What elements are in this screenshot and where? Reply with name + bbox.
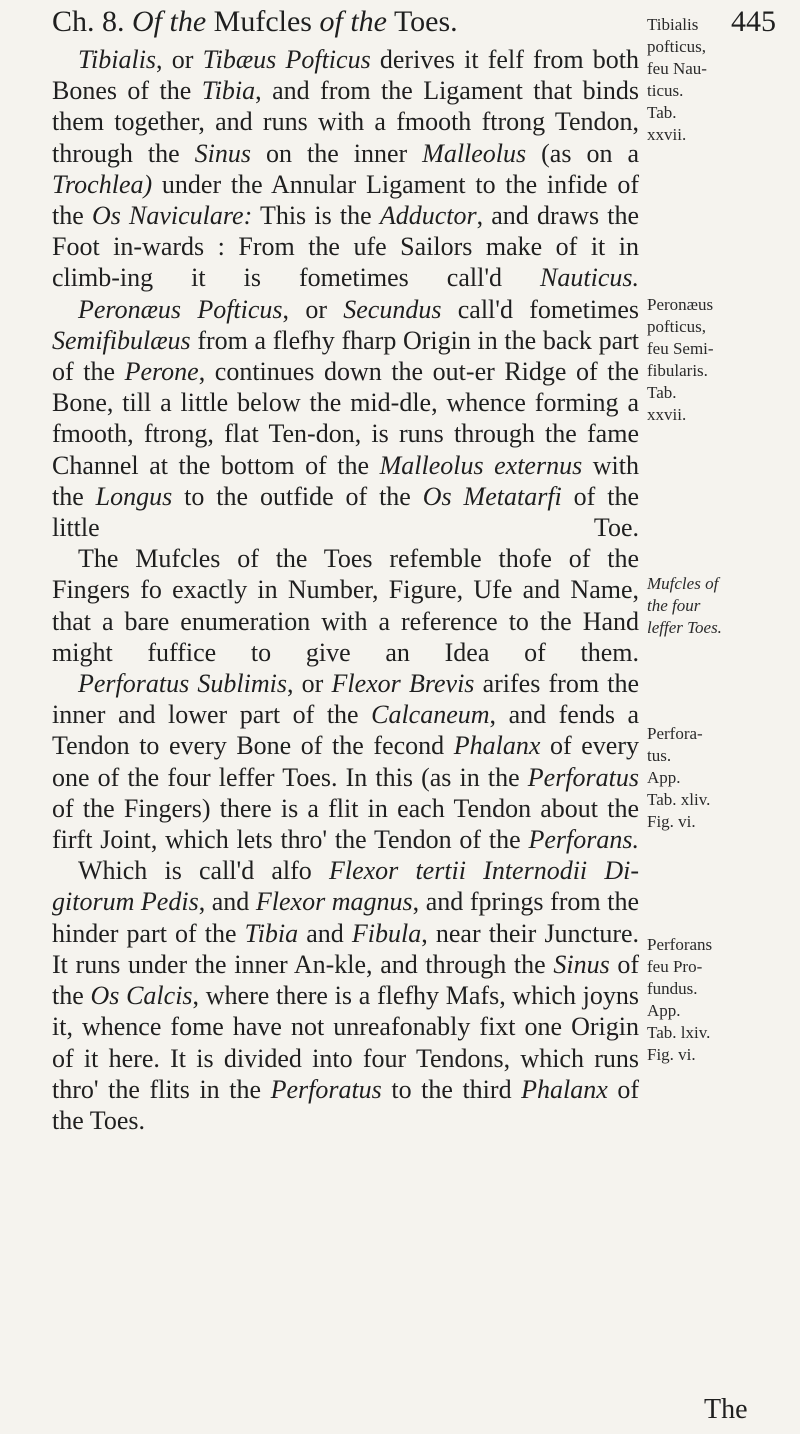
text-segment: Perforatus <box>527 762 640 792</box>
text-segment: Fingers fo exactly in Number, Figure, Ufe and <box>52 575 561 605</box>
text-segment: er Ridge of the Bone, till a little below the mid- <box>52 357 640 418</box>
text-segment: Secundus <box>343 294 442 324</box>
margin-note-line: xxvii. <box>647 125 687 144</box>
margin-note-line: ticus. <box>647 81 684 100</box>
text-segment: , and fprings <box>412 887 544 917</box>
header-title <box>52 2 458 42</box>
text-segment: and <box>298 918 352 948</box>
text-segment: of every one of the four leffer Toes. In <box>52 731 639 792</box>
text-segment: don, is runs through the fame Channel at the <box>52 419 639 480</box>
paragraph-toes-muscles <box>52 543 639 668</box>
text-segment: runs thro' the flits in the <box>52 1043 640 1104</box>
text-segment: (as on a <box>526 138 639 168</box>
text-segment: , and draws the Foot in- <box>52 201 639 262</box>
text-segment: Trochlea) <box>52 169 153 199</box>
text-segment: Fibula <box>351 918 422 948</box>
text-segment: and fends a Tendon to every Bone of the fecond <box>52 700 639 761</box>
text-segment: dle, whence forming a fmooth, ftrong, flat Ten- <box>52 388 639 449</box>
margin-note-line: Perforans <box>647 935 713 954</box>
margin-note-line: Tab. <box>647 103 677 122</box>
chapter-label: Ch. 8. <box>52 5 125 38</box>
text-segment: Phalanx <box>453 731 541 761</box>
text-segment: Perforatus <box>270 1074 382 1104</box>
text-segment: Malleolus <box>422 138 527 168</box>
text-segment: derives it felf from <box>370 45 584 74</box>
text-segment: which lets thro' the Tendon of the <box>165 825 529 855</box>
text-segment: Nauticus. <box>540 263 639 293</box>
margin-note-line: feu Semi- <box>647 339 714 358</box>
margin-note-line: leffer Toes. <box>647 618 722 637</box>
text-segment: Tibæus Pofticus <box>202 45 371 74</box>
text-segment: ing it is fometimes call'd <box>119 263 541 293</box>
margin-note-line: App. <box>647 1001 681 1020</box>
margin-note-line: Mufcles of <box>647 574 719 593</box>
text-segment: Perone <box>124 357 199 387</box>
margin-note-line: pofticus, <box>647 317 707 336</box>
margin-note-line: Fig. vi. <box>647 812 696 831</box>
text-segment: here. It is divided into four Tendons, which <box>108 1043 584 1073</box>
header-muscles: Mufcles <box>213 5 312 38</box>
margin-note-line: feu Nau- <box>647 59 707 78</box>
text-segment: The Mufcles of the Toes refemble thofe of the <box>78 544 639 574</box>
text-segment: fome have not unreafonably fixt one Origin of it <box>52 1012 639 1073</box>
text-segment: Sinus <box>553 949 610 979</box>
text-segment: both Bones of the <box>52 45 639 106</box>
main-text <box>52 44 639 1136</box>
text-segment: this (as in the <box>375 762 528 792</box>
margin-note-peronaeus <box>647 294 787 426</box>
text-segment: near their Juncture. It runs under the inner An- <box>52 918 640 979</box>
margin-note-perforans <box>647 934 787 1066</box>
text-segment: with the <box>52 450 639 511</box>
text-segment: Semifibulæus <box>52 325 191 355</box>
text-segment: that binds them together, and runs with a fmooth <box>52 76 639 137</box>
text-segment: Perforatus Sublimis <box>78 669 287 699</box>
text-segment: of the little Toe. <box>52 481 639 543</box>
text-segment: from the hinder part of the <box>52 887 639 948</box>
margin-note-line: Peronæus <box>647 295 714 314</box>
text-segment: Name, that a bare enumeration with a reference <box>52 575 640 636</box>
text-segment: Os Calcis <box>90 981 193 1011</box>
text-segment: them. <box>580 637 640 667</box>
margin-note-line: fundus. <box>647 979 698 998</box>
text-segment: Tibialis <box>78 45 157 74</box>
text-segment: Calcaneum <box>371 700 490 730</box>
text-segment: Os Metatarfi <box>422 481 562 511</box>
text-segment: Which is call'd alfo <box>78 856 329 886</box>
text-segment: , continues down the out- <box>198 357 475 387</box>
text-segment: arifes <box>474 669 541 699</box>
margin-note-line: xxvii. <box>647 405 687 424</box>
margin-note-tibialis <box>647 14 787 146</box>
text-segment: from a flefhy fharp Origin in the <box>190 325 537 355</box>
text-segment: Os Naviculare: <box>91 201 253 231</box>
text-segment: Perforans. <box>528 825 639 855</box>
text-segment: , and from the Ligament <box>255 76 523 106</box>
paragraph-perforatus <box>52 668 639 855</box>
text-segment: of the Toes. <box>52 1074 640 1135</box>
text-segment: Tibia <box>201 76 256 106</box>
text-segment: to the Hand might fuffice to give an Idea of <box>52 606 640 667</box>
text-segment: gitorum Pedis <box>52 887 199 917</box>
text-segment: , or <box>286 669 332 699</box>
text-segment: Flexor magnus <box>255 887 413 917</box>
text-segment: Tibia <box>244 918 299 948</box>
text-segment: Sinus <box>194 138 251 168</box>
text-segment: , where <box>192 981 270 1011</box>
margin-note-line: Tibialis <box>647 15 699 34</box>
margin-note-line: Tab. xliv. <box>647 790 711 809</box>
margin-note-line: tus. <box>647 746 672 765</box>
header-of-the-2: of the <box>319 5 387 38</box>
margin-note-line: the four <box>647 596 701 615</box>
text-segment: Peronæus Pofticus <box>78 294 283 324</box>
margin-note-line: Fig. vi. <box>647 1045 696 1064</box>
text-segment: Malleolus externus <box>379 450 583 480</box>
text-segment: bottom of the <box>220 450 380 480</box>
text-segment: to <box>172 481 205 511</box>
margin-note-line: pofticus, <box>647 37 707 56</box>
margin-note-line: feu Pro- <box>647 957 703 976</box>
text-segment: , and <box>198 887 256 917</box>
page-number: 445 <box>731 5 776 38</box>
text-segment: of the Fingers) there <box>52 793 272 823</box>
text-segment: call'd fometimes <box>441 294 639 324</box>
text-segment: Flexor Brevis <box>331 669 475 699</box>
text-segment: Ligament to the infide of the <box>52 169 639 231</box>
margin-note-line: Tab. <box>647 383 677 402</box>
catchword: The <box>704 1394 748 1425</box>
text-segment: , or <box>156 45 203 74</box>
margin-note-perforatus <box>647 723 787 833</box>
text-segment: , <box>421 918 428 948</box>
text-segment: , or <box>282 294 344 324</box>
text-segment: back part of the <box>52 325 640 387</box>
text-segment: Phalanx <box>521 1074 608 1104</box>
text-segment: Flexor tertii Internodii Di- <box>328 856 639 886</box>
text-segment: wards : From the ufe Sailors make of it in climb- <box>52 232 639 293</box>
text-segment: under the Annular <box>152 169 357 199</box>
margin-note-line: App. <box>647 768 681 787</box>
text-segment: kle, and through the <box>334 949 554 979</box>
paragraph-perforans <box>52 855 639 1136</box>
text-segment: Adductor <box>379 201 477 231</box>
text-segment: the outfide of the <box>216 481 423 511</box>
paragraph-peronaeus <box>52 294 639 544</box>
margin-note-toe-muscles <box>647 573 787 639</box>
header-toes: Toes. <box>393 5 458 38</box>
text-segment: ftrong Tendon, through the <box>52 107 639 168</box>
text-segment: Longus <box>95 481 173 511</box>
margin-note-line: fibularis. <box>647 361 708 380</box>
text-segment: is a flit in each Tendon about the firft Joint, <box>52 793 639 855</box>
text-segment: there is a flefhy Mafs, which joyns it, whence <box>52 981 640 1042</box>
text-segment: of the <box>52 949 639 1011</box>
text-segment: This is the <box>259 201 380 231</box>
paragraph-tibialis <box>52 44 639 294</box>
header-of-the: Of the <box>132 5 207 38</box>
text-segment: to the third <box>381 1074 512 1104</box>
margin-note-line: Perfora- <box>647 724 703 743</box>
text-segment: on the inner <box>250 138 408 168</box>
text-segment: , <box>489 700 497 730</box>
margin-note-line: Tab. lxiv. <box>647 1023 711 1042</box>
text-segment: from the inner and lower part of the <box>52 669 639 730</box>
